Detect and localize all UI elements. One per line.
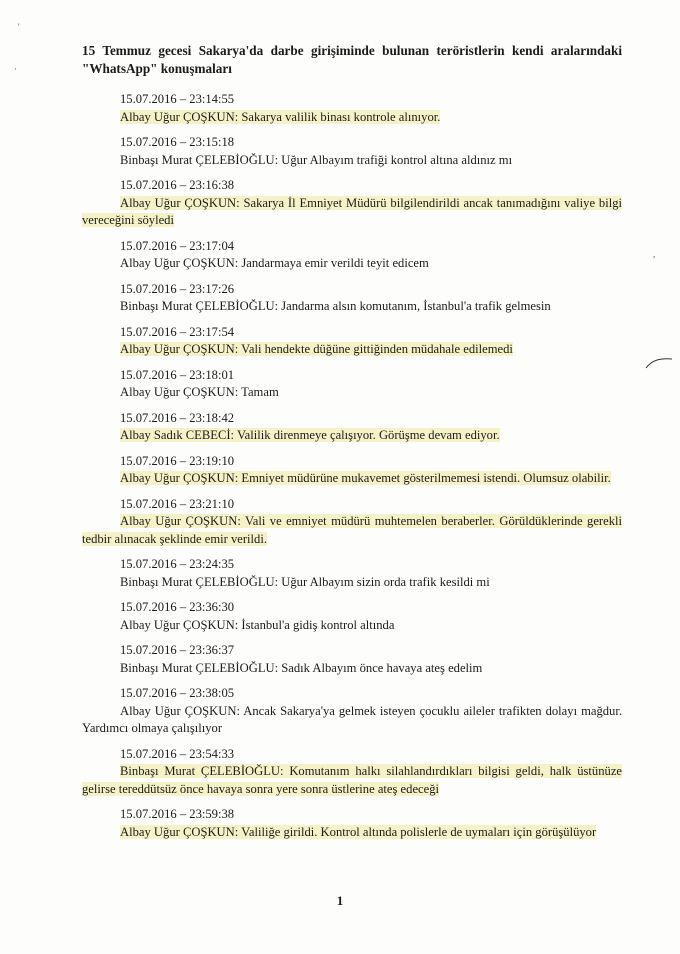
entry-timestamp: 15.07.2016 – 23:16:38 [120,178,235,192]
scan-speck: · [14,64,17,74]
entry-timestamp: 15.07.2016 – 23:38:05 [120,686,235,700]
log-entry [82,410,622,445]
entry-message: Albay Uğur ÇOŞKUN: Sakarya valilik binası kontrole alınıyor. [120,109,441,124]
entry-timestamp: 15.07.2016 – 23:21:10 [120,496,235,511]
entry-timestamp: 15.07.2016 – 23:17:26 [120,281,235,296]
log-entry [82,642,622,677]
entry-timestamp: 15.07.2016 – 23:17:54 [120,324,235,339]
log-entry [82,453,622,488]
scan-speck: ' [18,22,20,32]
entry-timestamp: 15.07.2016 – 23:18:42 [120,410,235,425]
log-entry [82,324,622,359]
entry-timestamp: 15.07.2016 – 23:15:18 [120,135,235,149]
log-entry [82,134,622,169]
log-entry [82,599,622,634]
entry-timestamp: 15.07.2016 – 23:14:55 [120,92,235,106]
log-entry [82,281,622,316]
entry-timestamp: 15.07.2016 – 23:59:38 [120,807,235,821]
log-entry [82,238,622,273]
entry-message: Albay Uğur ÇOŞKUN: Jandarmaya emir verildi teyit edicem [120,256,429,270]
log-entry [82,556,622,591]
log-entry [82,806,622,841]
entry-message: Albay Uğur ÇOŞKUN: Vali ve emniyet müdürü muhtemelen beraberler. Görüldüklerinde gerekli tedbir alınacak şeklinde emir verildi. [82,514,622,546]
entry-message: Binbaşı Murat ÇELEBİOĞLU: Komutanım halkı silahlandırdıkları bilgisi geldi, halk üstünüze gelirse tereddütsüz önce havaya sonra yere sonra üstlerine ateş edeceği [82,764,622,796]
entry-message: Binbaşı Murat ÇELEBİOĞLU: Jandarma alsın komutanım, İstanbul'a trafik gelmesin [120,299,551,313]
entry-message: Albay Uğur ÇOŞKUN: Ancak Sakarya'ya gelmek isteyen çocuklu aileler trafikten dolayı mağdur. Yardımcı olmaya çalışılıyor [82,703,622,735]
message-log [82,91,622,849]
entry-message: Binbaşı Murat ÇELEBİOĞLU: Sadık Albayım önce havaya ateş edelim [120,660,483,675]
log-entry [82,367,622,402]
pen-mark-icon [644,350,674,372]
entry-message: Albay Uğur ÇOŞKUN: Valiliğe girildi. Kontrol altında polislerle de uymaları için görüşülüyor [120,824,597,839]
entry-timestamp: 15.07.2016 – 23:19:10 [120,453,235,468]
log-entry [82,91,622,126]
document-title: 15 Temmuz gecesi Sakarya'da darbe girişiminde bulunan teröristlerin kendi aralarındaki "WhatsApp" konuşmaları [82,43,622,76]
entry-message: Albay Uğur ÇOŞKUN: İstanbul'a gidiş kontrol altında [120,617,395,632]
entry-message: Albay Uğur ÇOŞKUN: Vali hendekte düğüne gittiğinden müdahale edilemedi [120,342,513,356]
entry-message: Binbaşı Murat ÇELEBİOĞLU: Uğur Albayım sizin orda trafik kesildi mi [120,574,490,589]
entry-message: Albay Uğur ÇOŞKUN: Tamam [120,385,279,399]
entry-timestamp: 15.07.2016 – 23:17:04 [120,238,235,253]
scan-speck: , [653,249,656,259]
log-entry [82,685,622,738]
log-entry [82,746,622,799]
entry-message: Albay Uğur ÇOŞKUN: Sakarya İl Emniyet Müdürü bilgilendirildi ancak tanımadığını valiye bilgi vereceğini söyledi [82,195,622,227]
entry-timestamp: 15.07.2016 – 23:36:30 [120,600,235,614]
entry-message: Albay Uğur ÇOŞKUN: Emniyet müdürüne mukavemet gösterilmemesi istendi. Olumsuz olabilir. [120,471,611,485]
page-number: 1 [336,893,344,908]
entry-timestamp: 15.07.2016 – 23:36:37 [120,643,235,657]
entry-message: Albay Sadık CEBECİ: Valilik direnmeye çalışıyor. Görüşme devam ediyor. [120,428,500,442]
entry-timestamp: 15.07.2016 – 23:24:35 [120,557,235,571]
log-entry [82,496,622,549]
entry-message: Binbaşı Murat ÇELEBİOĞLU: Uğur Albayım trafiği kontrol altına aldınız mı [120,152,513,167]
entry-timestamp: 15.07.2016 – 23:54:33 [120,746,235,761]
log-entry [82,177,622,230]
entry-timestamp: 15.07.2016 – 23:18:01 [120,367,235,382]
